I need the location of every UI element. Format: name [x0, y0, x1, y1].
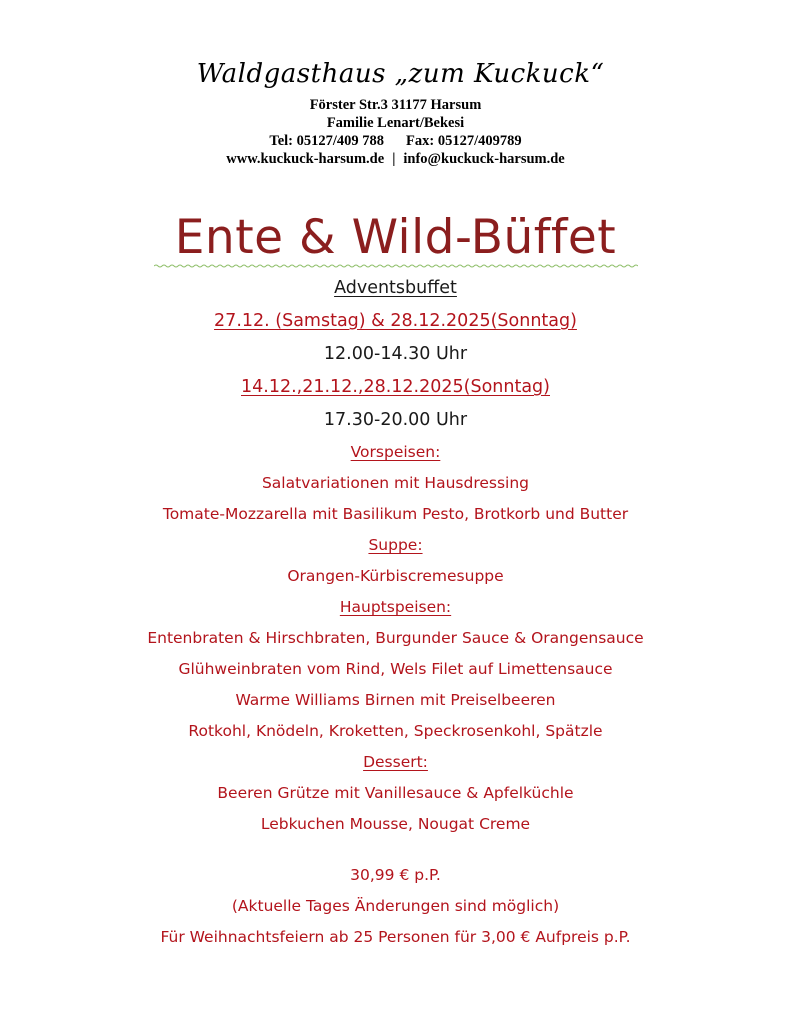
spacer — [0, 840, 791, 860]
menu-content — [0, 272, 791, 953]
menu-item: Beeren Grütze mit Vanillesauce & Apfelküchle — [217, 784, 574, 802]
date-line-2: 14.12.,21.12.,28.12.2025(Sonntag) — [241, 377, 550, 397]
subtitle: Adventsbuffet — [334, 278, 457, 298]
owner-family: Familie Lenart/Bekesi — [326, 115, 465, 131]
menu-item: Entenbraten & Hirschbraten, Burgunder Sauce & Orangensauce — [147, 629, 644, 647]
menu-item: Lebkuchen Mousse, Nougat Creme — [260, 815, 531, 833]
menu-item: Warme Williams Birnen mit Preiselbeeren — [235, 691, 556, 709]
restaurant-header — [0, 52, 791, 168]
page-title: Ente & Wild-Büffet — [174, 210, 617, 265]
soup-heading: Suppe: — [368, 536, 423, 554]
fax-number: Fax: 05127/409789 — [406, 133, 522, 149]
address: Förster Str.3 31177 Harsum — [309, 97, 482, 113]
contact-phone-line — [0, 132, 791, 150]
menu-item: Rotkohl, Knödeln, Kroketten, Speckrosenkohl, Spätzle — [188, 722, 603, 740]
menu-item: Tomate-Mozzarella mit Basilikum Pesto, Brotkorb und Butter — [162, 505, 629, 523]
time-line-1: 12.00-14.30 Uhr — [323, 344, 468, 364]
dessert-heading: Dessert: — [363, 753, 428, 771]
date-line-1: 27.12. (Samstag) & 28.12.2025(Sonntag) — [214, 311, 577, 331]
restaurant-name: Waldgasthaus „zum Kuckuck“ — [196, 59, 605, 89]
spellcheck-underline — [154, 264, 638, 268]
email-link[interactable]: info@kuckuck-harsum.de — [403, 151, 565, 167]
phone-number: Tel: 05127/409 788 — [269, 133, 385, 149]
menu-item: Glühweinbraten vom Rind, Wels Filet auf Limettensauce — [178, 660, 613, 678]
group-note: Für Weihnachtsfeiern ab 25 Personen für 3,00 € Aufpreis p.P. — [160, 928, 631, 946]
menu-item: Orangen-Kürbiscremesuppe — [287, 567, 504, 585]
starters-heading: Vorspeisen: — [350, 443, 441, 461]
menu-item: Salatvariationen mit Hausdressing — [261, 474, 530, 492]
time-line-2: 17.30-20.00 Uhr — [323, 410, 468, 430]
separator: | — [392, 151, 396, 167]
contact-web-line — [0, 150, 791, 168]
website-link[interactable]: www.kuckuck-harsum.de — [226, 151, 385, 167]
price: 30,99 € p.P. — [350, 866, 441, 884]
change-note: (Aktuelle Tages Änderungen sind möglich) — [231, 897, 560, 915]
mains-heading: Hauptspeisen: — [339, 598, 452, 616]
